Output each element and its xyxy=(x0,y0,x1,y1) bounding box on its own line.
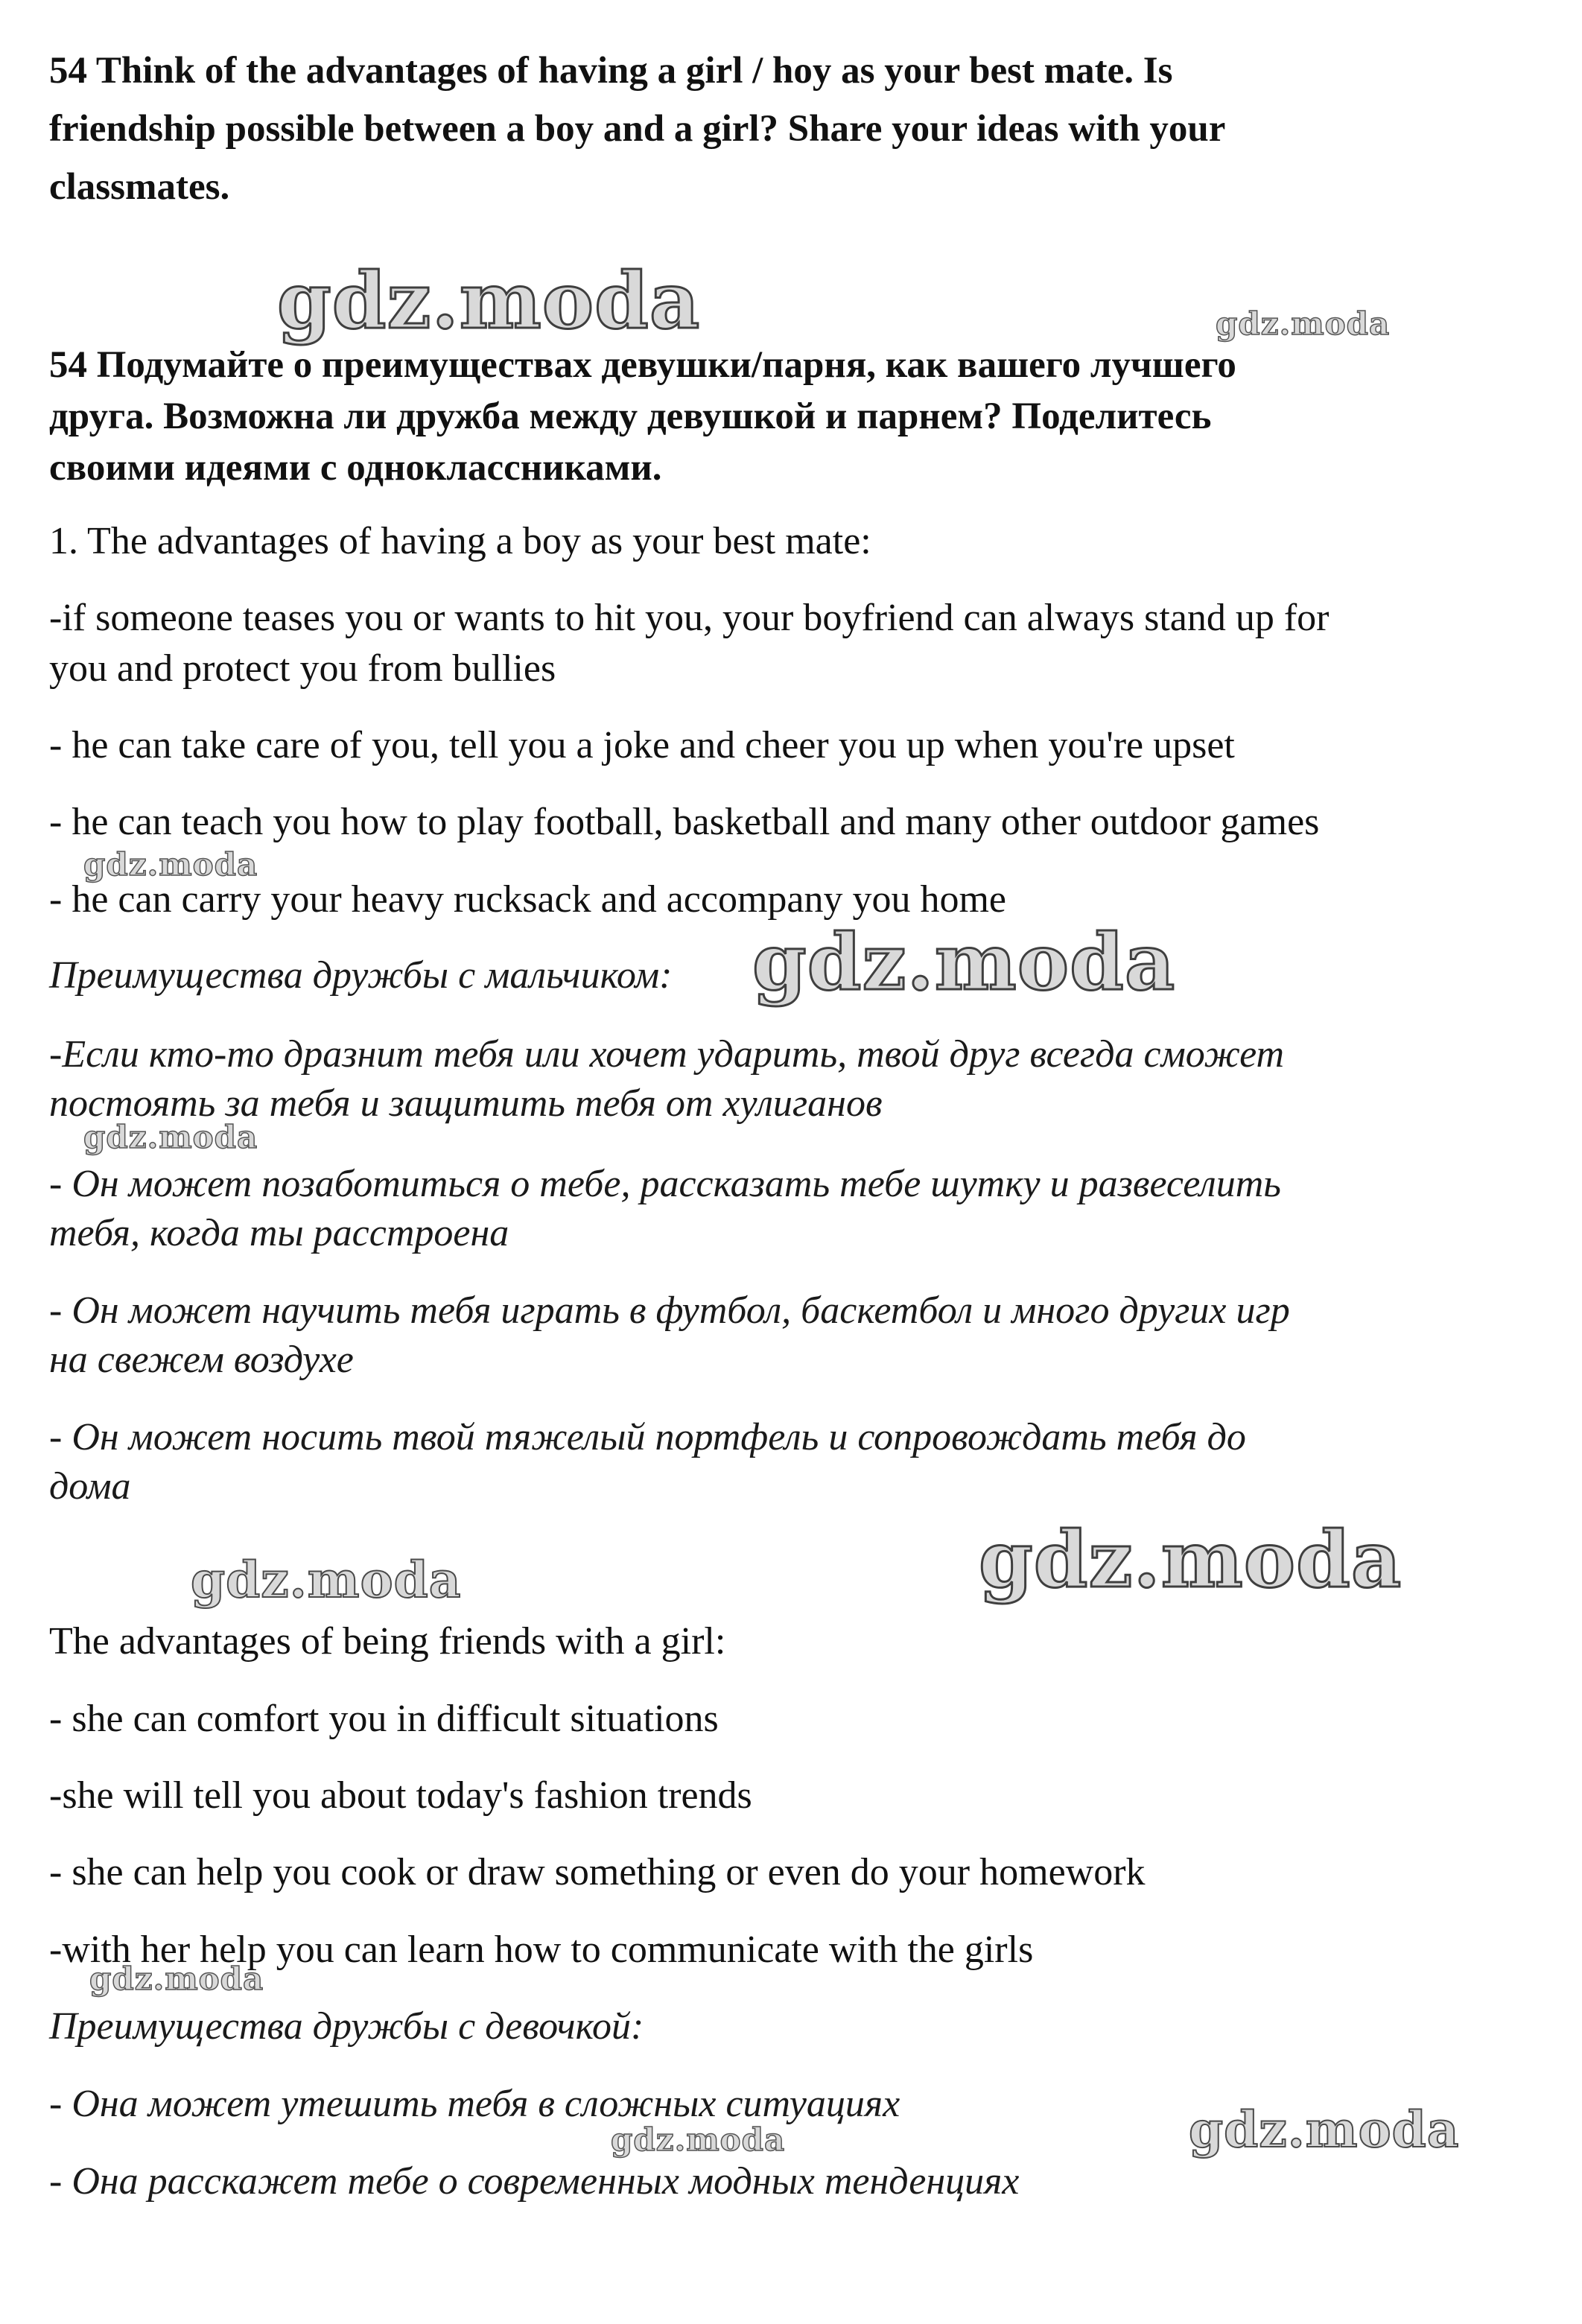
girl-ru-title: Преимущества дружбы с девочкой: xyxy=(49,2005,644,2048)
boy-section-title: 1. The advantages of having a boy as your best mate: xyxy=(49,520,871,562)
boy-ru-item-3-line-1: - Он может научить тебя играть в футбол, баскетбол и много других игр xyxy=(49,1289,1290,1332)
girl-item-2: -she will tell you about today's fashion trends xyxy=(49,1774,752,1817)
task-heading-ru-line-3: своими идеями с одноклассниками. xyxy=(49,447,662,489)
watermark-logo: gdz.moda xyxy=(83,846,258,883)
boy-ru-title: Преимущества дружбы с мальчиком: xyxy=(49,954,673,997)
boy-ru-item-2-line-1: - Он может позаботиться о тебе, рассказать тебе шутку и развеселить xyxy=(49,1163,1281,1205)
watermark-logo: gdz.moda xyxy=(83,1119,258,1155)
boy-item-3: - he can teach you how to play football, basketball and many other outdoor games xyxy=(49,801,1320,843)
watermark-logo: gdz.moda xyxy=(611,2121,786,2158)
boy-ru-item-1-line-2: постоять за тебя и защитить тебя от хулиганов xyxy=(49,1082,883,1125)
boy-item-2: - he can take care of you, tell you a joke and cheer you up when you're upset xyxy=(49,724,1235,766)
girl-ru-item-1: - Она может утешить тебя в сложных ситуациях xyxy=(49,2083,900,2125)
boy-ru-item-4-line-1: - Он может носить твой тяжелый портфель и сопровождать тебя до xyxy=(49,1416,1246,1458)
watermark-logo: gdz.moda xyxy=(979,1514,1402,1605)
boy-item-4: - he can carry your heavy rucksack and accompany you home xyxy=(49,878,1006,921)
task-heading-ru-line-1: 54 Подумайте о преимуществах девушки/парня, как вашего лучшего xyxy=(49,344,1236,386)
watermark-logo: gdz.moda xyxy=(1189,2101,1460,2159)
girl-item-3: - she can help you cook or draw something or even do your homework xyxy=(49,1851,1146,1893)
girl-section-title: The advantages of being friends with a girl: xyxy=(49,1620,726,1663)
girl-item-1: - she can comfort you in difficult situations xyxy=(49,1698,719,1740)
boy-item-1-line-1: -if someone teases you or wants to hit you, your boyfriend can always stand up for xyxy=(49,597,1330,639)
task-heading-ru-line-2: друга. Возможна ли дружба между девушкой и парнем? Поделитесь xyxy=(49,396,1212,437)
watermark-logo: gdz.moda xyxy=(277,255,701,346)
watermark-logo: gdz.moda xyxy=(89,1961,264,1997)
girl-item-4: -with her help you can learn how to communicate with the girls xyxy=(49,1928,1034,1971)
boy-ru-item-2-line-2: тебя, когда ты расстроена xyxy=(49,1212,509,1254)
boy-ru-item-3-line-2: на свежем воздухе xyxy=(49,1339,354,1381)
girl-ru-item-2: - Она расскажет тебе о современных модных тенденциях xyxy=(49,2160,1020,2203)
watermark-logo: gdz.moda xyxy=(752,916,1176,1008)
boy-ru-item-1-line-1: -Если кто-то дразнит тебя или хочет ударить, твой друг всегда сможет xyxy=(49,1033,1285,1076)
boy-ru-item-4-line-2: дома xyxy=(49,1465,131,1508)
task-heading-en-line-1: 54 Think of the advantages of having a girl / hoy as your best mate. Is xyxy=(49,50,1173,92)
task-heading-en-line-3: classmates. xyxy=(49,166,230,208)
watermark-logo: gdz.moda xyxy=(1216,305,1391,342)
task-heading-en-line-2: friendship possible between a boy and a girl? Share your ideas with your xyxy=(49,108,1226,150)
boy-item-1-line-2: you and protect you from bullies xyxy=(49,647,556,690)
watermark-logo: gdz.moda xyxy=(191,1551,462,1609)
